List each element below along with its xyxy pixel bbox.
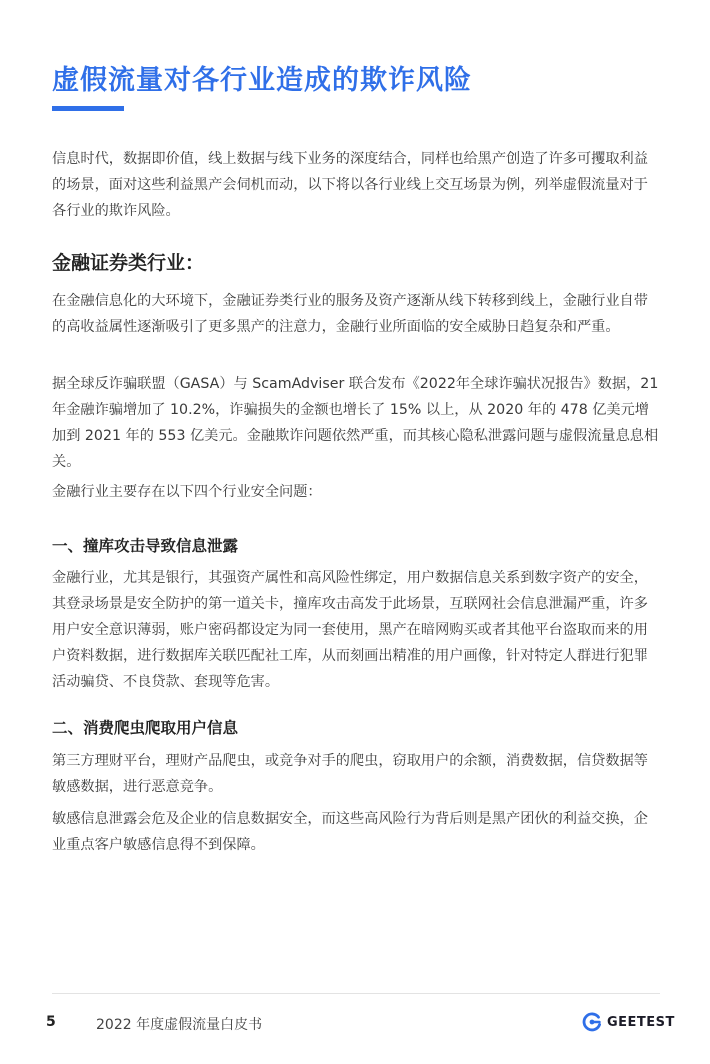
intro-paragraph: 信息时代，数据即价值，线上数据与线下业务的深度结合，同样也给黑产创造了许多可攫取利益的场景，面对这些利益黑产会伺机而动，以下将以各行业线上交互场景为例，列举虚假流量对于各行业的欺诈风险。 — [52, 151, 648, 219]
page-title: 虚假流量对各行业造成的欺诈风险 — [52, 65, 472, 96]
geetest-logo-icon — [582, 1012, 602, 1032]
footer-doc-title: 2022 年度虚假流量白皮书 — [96, 1017, 263, 1033]
footer-divider — [52, 993, 660, 994]
credential-stuffing-paragraph: 金融行业，尤其是银行，其强资产属性和高风险性绑定，用户数据信息关系到数字资产的安全，其登录场景是安全防护的第一道关卡，撞库攻击高发于此场景，互联网社会信息泄漏严重，许多用户安全意识薄弱，账户密码都设定为同一套使用，黑产在暗网购买或者其他平台盗取而来的用户资料数据，进行数据库关联匹配社工库，从而刻画出精准的用户画像，针对特定人群进行犯罪活动骗贷、不良贷款、套现等危害。 — [52, 570, 648, 690]
title-underline — [52, 106, 124, 111]
crawler-paragraph-2: 敏感信息泄露会危及企业的信息数据安全，而这些高风险行为背后则是黑产团伙的利益交换，企业重点客户敏感信息得不到保障。 — [52, 811, 648, 853]
logo-text: GEETEST — [607, 1014, 675, 1030]
finance-paragraph-2: 据全球反诈骗联盟（GASA）与 ScamAdviser 联合发布《2022年全球诈骗状况报告》数据，21 年金融诈骗增加了 10.2%，诈骗损失的金额也增长了 15% 以上，从 2020 年的 478 亿美元增加到 2021 年的 553 亿美元。金融欺诈问题依然严重，而其核心隐私泄露问题与虚假流量息息相关。 — [52, 376, 659, 470]
section-heading-finance: 金融证券类行业： — [52, 252, 205, 274]
finance-paragraph-3: 金融行业主要存在以下四个行业安全问题： — [52, 484, 322, 500]
finance-paragraph-1: 在金融信息化的大环境下，金融证券类行业的服务及资产逐渐从线下转移到线上，金融行业自带的高收益属性逐渐吸引了更多黑产的注意力，金融行业所面临的安全威胁日趋复杂和严重。 — [52, 293, 648, 335]
geetest-logo — [582, 1011, 675, 1033]
page-number: 5 — [46, 1014, 56, 1030]
crawler-paragraph-1: 第三方理财平台，理财产品爬虫，或竞争对手的爬虫，窃取用户的余额，消费数据，信贷数据等敏感数据，进行恶意竞争。 — [52, 753, 648, 795]
subheading-credential-stuffing: 一、撞库攻击导致信息泄露 — [52, 537, 239, 555]
subheading-crawler: 二、消费爬虫爬取用户信息 — [52, 719, 239, 737]
